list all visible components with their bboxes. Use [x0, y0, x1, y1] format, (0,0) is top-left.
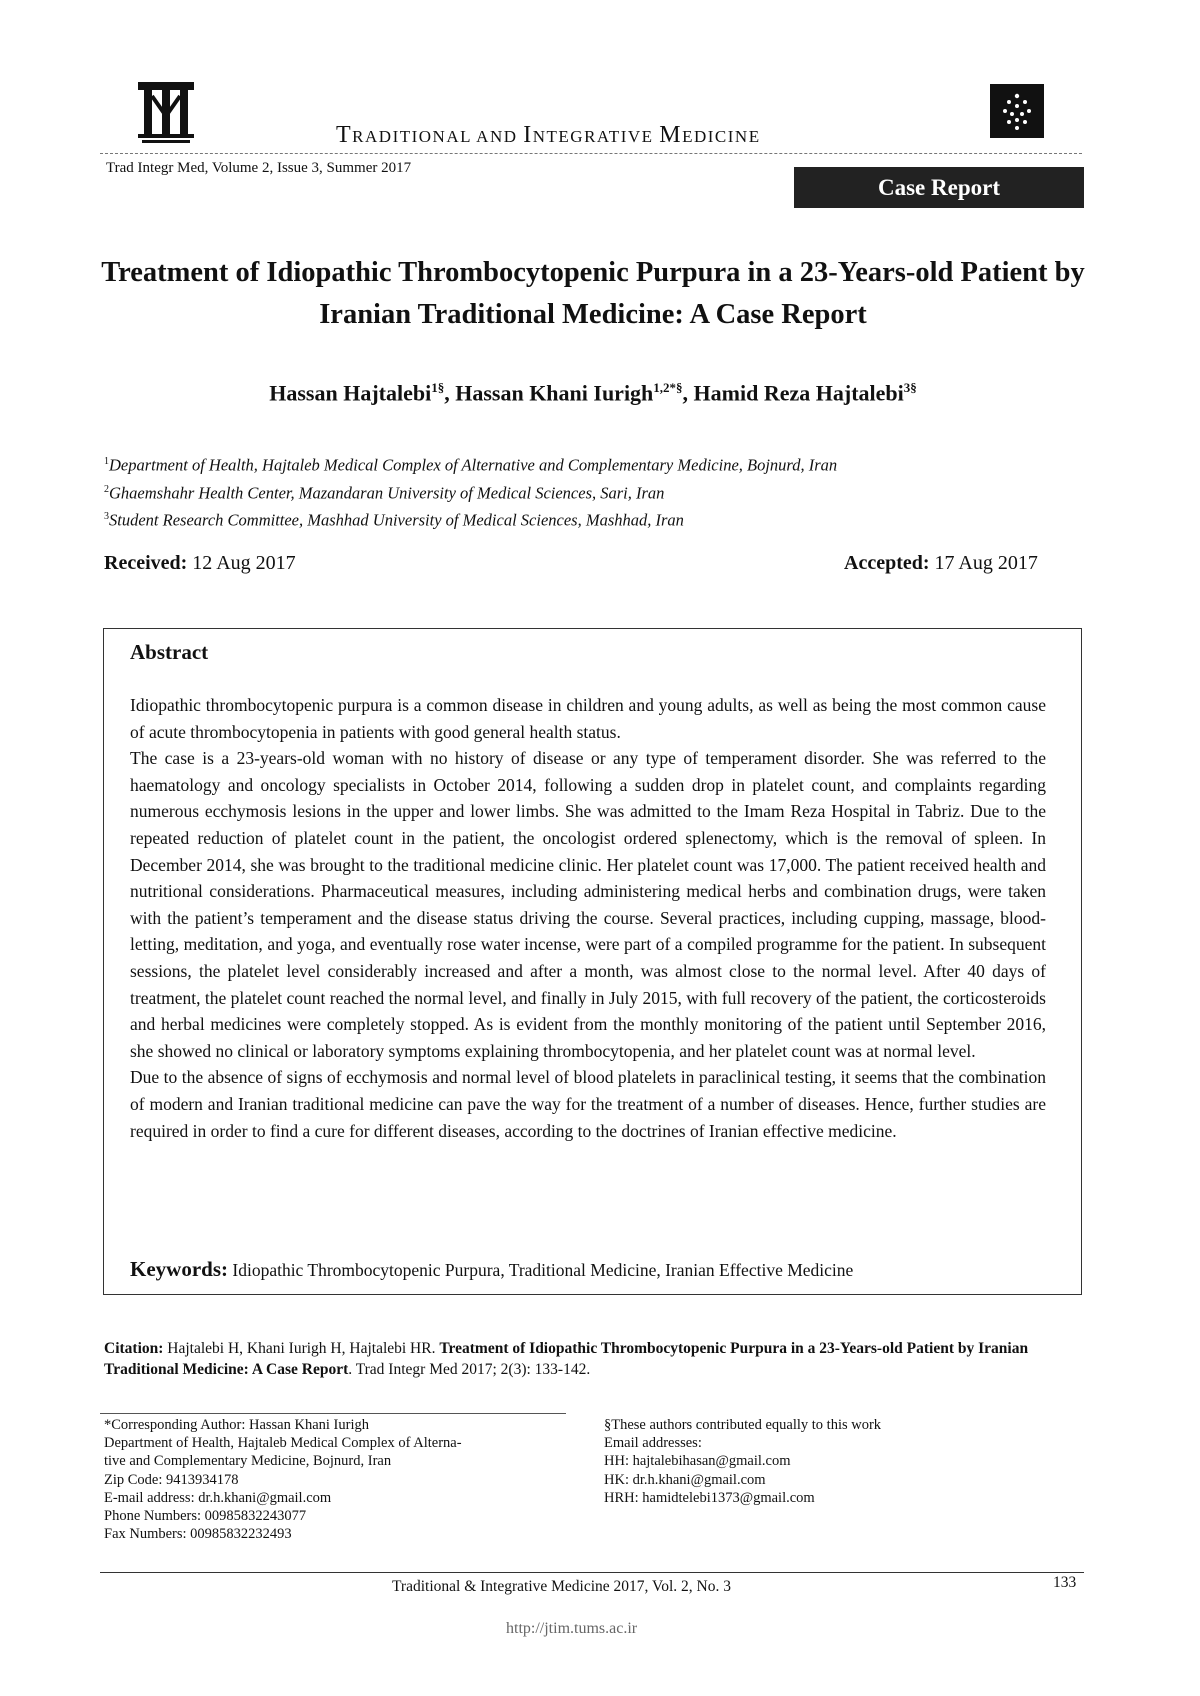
- email-link[interactable]: HH: hajtalebihasan@gmail.com: [604, 1453, 791, 1470]
- email-link[interactable]: HK: dr.h.khani@gmail.com: [604, 1471, 766, 1488]
- author-name: Hassan Khani Iurigh: [455, 380, 654, 406]
- header-divider: [100, 153, 1082, 154]
- abstract-paragraph: Idiopathic thrombocytopenic purpura is a common disease in children and young adults, as well as being the most common cause of acute thrombocytopenia in patients with good general health status.: [130, 695, 1046, 742]
- affiliation-list: [104, 450, 837, 533]
- footer-divider: [100, 1572, 1084, 1573]
- email-link[interactable]: HRH: hamidtelebi1373@gmail.com: [604, 1489, 815, 1506]
- journal-logo-icon: [138, 82, 194, 144]
- abstract-paragraph: Due to the absence of signs of ecchymosis and normal level of blood platelets in paraclinical testing, it seems that the combination of modern and Iranian traditional medicine can pave the way for the treatment of a number of diseases. Hence, further studies are required in order to find a cure for different diseases, according to the doctrines of Iranian effective medicine.: [130, 1067, 1046, 1141]
- affiliation-item: $^2$Ghaemshahr Health Center, Mazandaran University of Medical Sciences, Sari, Iran: [104, 483, 665, 502]
- author-affiliation-mark: 3§: [903, 380, 917, 395]
- footer-journal-info: Traditional & Integrative Medicine 2017, Vol. 2, No. 3: [392, 1578, 731, 1595]
- keywords-label: Keywords:: [130, 1257, 228, 1281]
- keywords: [130, 1257, 853, 1282]
- accepted-date: Accepted: 17 Aug 2017: [844, 552, 1038, 574]
- author-affiliation-mark: 1,2*§: [653, 380, 683, 395]
- article-title: Treatment of Idiopathic Thrombocytopenic Purpura in a 23-Years-old Patient by Iranian Traditional Medicine: A Case Report: [101, 257, 1085, 330]
- author-contributions: §These authors contributed equally to this work Email addresses: HH: hajtalebihasan@gmail.com HK: dr.h.khani@gmail.com HRH: hamidtelebi1373@gmail.com: [604, 1417, 882, 1506]
- abstract-heading: Abstract: [130, 640, 209, 664]
- footnote-divider: [100, 1413, 566, 1414]
- affiliation-item: $^3$Student Research Committee, Mashhad University of Medical Sciences, Mashhad, Iran: [104, 510, 684, 530]
- affiliation-item: $^1$Department of Health, Hajtaleb Medical Complex of Alternative and Complementary Medicine, Bojnurd, Iran: [104, 455, 838, 475]
- author-list: [100, 380, 1086, 406]
- author-separator: ,: [444, 380, 456, 406]
- keywords-text: Idiopathic Thrombocytopenic Purpura, Traditional Medicine, Iranian Effective Medicine: [232, 1260, 854, 1280]
- issue-info: Trad Integr Med, Volume 2, Issue 3, Summer 2017: [106, 160, 412, 176]
- author-affiliation-mark: 1§: [431, 380, 445, 395]
- author-name: Hamid Reza Hajtalebi: [693, 380, 904, 406]
- abstract-paragraph: The case is a 23-years-old woman with no history of disease or any type of temperament disorder. She was referred to the haematology and oncology specialists in October 2014, following a sudden drop in platelet count, and complaints regarding numerous ecchymosis lesions in the upper and lower limbs. She was admitted to the Imam Reza Hospital in Tabriz. Due to the repeated reduction of platelet count in the patient, the oncologist ordered splenectomy, which is the removal of spleen. In December 2014, she was brought to the traditional medicine clinic. Her platelet count was 17,000. The patient received health and nutritional considerations. Pharmaceutical measures, including administering medical herbs and combination drugs, were taken with the patient’s temperament and the disease status driving the course. Several practices, including cupping, massage, blood-letting, meditation, and yoga, and eventually rose water incense, were part of a compiled programme for the patient. In subsequent sessions, the platelet level considerably increased and after a month, was almost close to the normal level. After 40 days of treatment, the platelet count reached the normal level, and finally in July 2015, with full recovery of the patient, the corticosteroids and herbal medicines were completely stopped. As is evident from the monthly monitoring of the patient until September 2016, she showed no clinical or laboratory symptoms explaining thrombocytopenia, and her platelet count was at normal level.: [130, 748, 1046, 1061]
- email-link[interactable]: E-mail address: dr.h.khani@gmail.com: [104, 1489, 332, 1506]
- university-emblem-icon: [990, 84, 1044, 138]
- received-date: Received: 12 Aug 2017: [104, 552, 296, 574]
- citation: Citation: Hajtalebi H, Khani Iurigh H, Hajtalebi HR. Treatment of Idiopathic Thrombocytopenic Purpura in a 23-Years-old Patient by Iranian Traditional Medicine: A Case Report. Trad Integr Med 2017; 2(3): 133-142.: [104, 1340, 1029, 1378]
- journal-website-link[interactable]: http://jtim.tums.ac.ir: [506, 1620, 638, 1637]
- article-type-badge: Case Report: [794, 167, 1084, 208]
- corresponding-author-info: *Corresponding Author: Hassan Khani Iurigh Department of Health, Hajtaleb Medical Complex of Alterna- tive and Complementary Medicine, Bojnurd, Iran Zip Code: 9413934178 E-mail address: dr.h.khani@gmail.com Phone Numbers: 00985832243077 Fax Numbers: 00985832232493: [104, 1416, 574, 1543]
- author-separator: ,: [682, 380, 694, 406]
- journal-title: TRADITIONAL AND INTEGRATIVE MEDICINE: [336, 122, 761, 148]
- author-name: Hassan Hajtalebi: [269, 380, 432, 406]
- abstract-body: [130, 692, 1046, 1144]
- page-number: 133: [1053, 1574, 1077, 1591]
